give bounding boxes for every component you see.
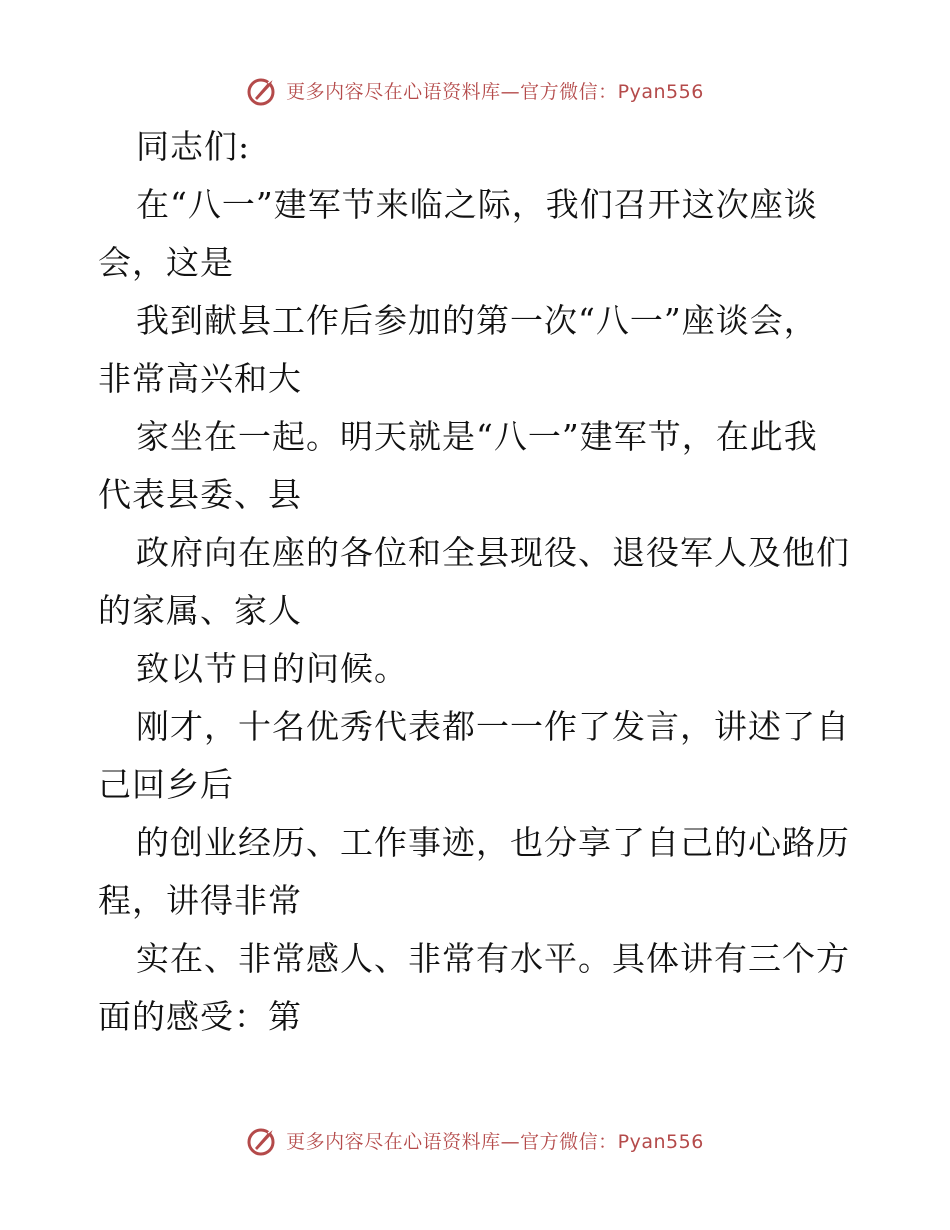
paragraph-line: 我到献县工作后参加的第一次“八一”座谈会， bbox=[136, 301, 818, 340]
footer-watermark bbox=[0, 1120, 950, 1160]
paragraph-line: 面的感受：第 bbox=[98, 997, 302, 1036]
paragraph-line: 在“八一”建军节来临之际，我们召开这次座谈 bbox=[136, 185, 818, 224]
paragraph-line: 刚才，十名优秀代表都一一作了发言，讲述了自 bbox=[136, 707, 850, 746]
pen-logo-icon bbox=[246, 73, 280, 107]
watermark-text: 更多内容尽在心语资料库—官方微信：Pyan556 bbox=[286, 1130, 704, 1153]
paragraph-line: 己回乡后 bbox=[98, 765, 234, 804]
paragraph-line: 会，这是 bbox=[98, 243, 234, 282]
watermark-text: 更多内容尽在心语资料库—官方微信：Pyan556 bbox=[286, 80, 704, 103]
pen-logo-icon bbox=[246, 1123, 280, 1157]
paragraph-line: 政府向在座的各位和全县现役、退役军人及他们 bbox=[136, 533, 850, 572]
paragraph-line: 非常高兴和大 bbox=[98, 359, 302, 398]
header-watermark bbox=[0, 70, 950, 110]
paragraph-line: 程，讲得非常 bbox=[98, 881, 302, 920]
paragraph-line: 实在、非常感人、非常有水平。具体讲有三个方 bbox=[136, 939, 850, 978]
paragraph-line: 的创业经历、工作事迹，也分享了自己的心路历 bbox=[136, 823, 850, 862]
paragraph-line: 致以节日的问候。 bbox=[136, 649, 408, 688]
document-body bbox=[98, 118, 858, 1046]
paragraph-line: 同志们: bbox=[136, 127, 251, 166]
paragraph-line: 家坐在一起。明天就是“八一”建军节，在此我 bbox=[136, 417, 818, 456]
paragraph-line: 的家属、家人 bbox=[98, 591, 302, 630]
paragraph-line: 代表县委、县 bbox=[98, 475, 302, 514]
